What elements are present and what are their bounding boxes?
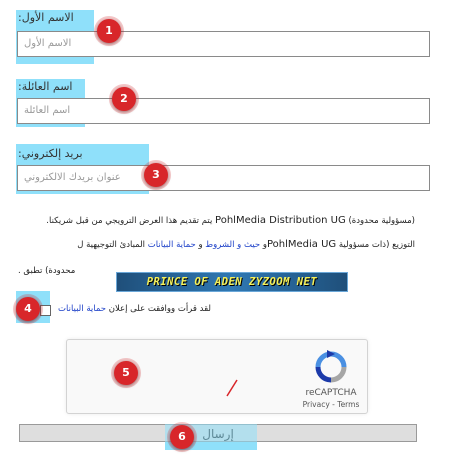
notice-line-2-e: المبادئ التوجيهية ل xyxy=(77,240,148,250)
badge-6: 6 xyxy=(170,425,194,449)
last-name-input[interactable] xyxy=(17,98,430,124)
badge-1: 1 xyxy=(97,19,121,43)
consent-privacy-link[interactable]: حماية البيانات xyxy=(58,304,107,314)
privacy-link[interactable]: حماية البيانات xyxy=(147,240,196,250)
recaptcha-terms-link[interactable]: Terms xyxy=(337,400,360,409)
recaptcha-widget[interactable] xyxy=(66,339,368,414)
recaptcha-logo-icon xyxy=(314,350,348,384)
email-placeholder: عنوان بريدك الالكتروني xyxy=(24,172,121,183)
email-label: بريد إلكتروني: xyxy=(18,147,83,160)
email-input[interactable] xyxy=(17,165,430,191)
last-name-placeholder: اسم العائلة xyxy=(24,105,71,116)
notice-company-short: PohlMedia UG xyxy=(266,239,337,250)
badge-2: 2 xyxy=(112,87,136,111)
notice-company: PohlMedia Distribution UG xyxy=(215,215,346,226)
notice-line-2 xyxy=(77,239,415,250)
recaptcha-links xyxy=(300,400,362,409)
badge-3: 3 xyxy=(144,163,168,187)
recaptcha-sep: - xyxy=(329,400,338,409)
captcha-scribble xyxy=(225,378,239,398)
first-name-label: الاسم الأول: xyxy=(18,11,74,24)
last-name-label: اسم العائلة: xyxy=(18,80,73,93)
notice-line-2-a: التوزيع (ذات مسؤولية xyxy=(336,240,415,250)
notice-line-1 xyxy=(46,215,415,226)
consent-text xyxy=(58,304,211,314)
watermark-banner xyxy=(116,272,348,292)
first-name-placeholder: الاسم الأول xyxy=(24,38,72,49)
badge-4: 4 xyxy=(16,297,40,321)
notice-line-2-c: و xyxy=(260,240,267,250)
notice-line-2-d: و xyxy=(195,240,206,250)
watermark-text: PRINCE OF ADEN ZYZOOM NET xyxy=(146,276,318,288)
first-name-input[interactable] xyxy=(17,31,430,57)
notice-line-1-c: يتم تقديم هذا العرض الترويجي من قبل شريكنا. xyxy=(46,216,216,226)
recaptcha-privacy-link[interactable]: Privacy xyxy=(302,400,330,409)
terms-link[interactable]: حيث و الشروط xyxy=(205,240,261,250)
consent-label: لقد قرأت ووافقت على إعلان xyxy=(106,304,211,314)
notice-line-1-a: (مسؤولية محدودة) xyxy=(345,216,415,226)
notice-line-3: محدودة) تطبق . xyxy=(18,266,76,276)
consent-checkbox[interactable] xyxy=(40,305,51,316)
recaptcha-brand: reCAPTCHA xyxy=(305,388,357,398)
badge-5: 5 xyxy=(114,361,138,385)
